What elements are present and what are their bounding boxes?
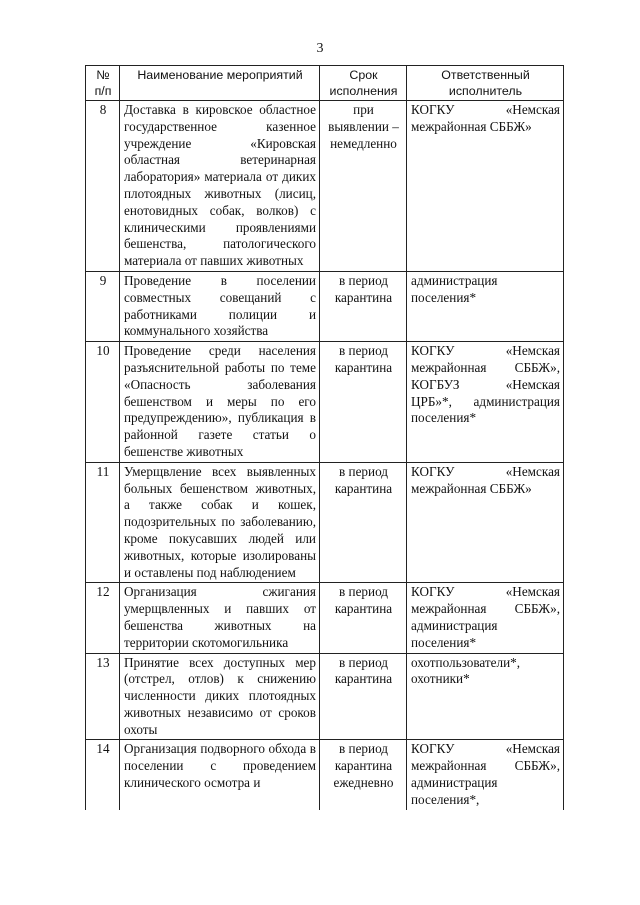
deadline: в период карантина	[320, 653, 407, 740]
row-number: 10	[86, 342, 120, 463]
measure-name: Принятие всех доступных мер (отстрел, отлов) к снижению численности диких плотоядных животных независимо от сроков охоты	[120, 653, 320, 740]
table-row	[86, 740, 564, 810]
deadline: в период карантина	[320, 583, 407, 653]
row-number: 9	[86, 271, 120, 341]
table-header-row	[86, 66, 564, 101]
responsible-executor: КОГКУ «Немская межрайонная СББЖ», администрация поселения*,	[407, 740, 564, 810]
row-number: 13	[86, 653, 120, 740]
page-number: 3	[316, 41, 324, 56]
measure-name: Проведение среди населения разъяснительной работы по теме «Опасность заболевания бешенством и меры по его предупреждению», публикация в районной газете статьи о бешенстве животных	[120, 342, 320, 463]
header-measure-name: Наименование мероприятий	[120, 66, 320, 101]
responsible-executor: КОГКУ «Немская межрайонная СББЖ»	[407, 101, 564, 272]
header-deadline: Срок исполнения	[320, 66, 407, 101]
measure-name: Проведение в поселении совместных совещаний с работниками полиции и коммунального хозяйства	[120, 271, 320, 341]
responsible-executor: охотпользователи*, охотники*	[407, 653, 564, 740]
measure-name: Умерщвление всех выявленных больных бешенством животных, а также собак и кошек, подозрительных по заболеванию, кроме покусавших людей или животных, которые изолированы и оставлены под наблюдением	[120, 462, 320, 583]
measure-name: Организация подворного обхода в поселении с проведением клинического осмотра и	[120, 740, 320, 810]
table-row	[86, 462, 564, 583]
responsible-executor: КОГКУ «Немская межрайонная СББЖ», администрация поселения*	[407, 583, 564, 653]
table-row	[86, 583, 564, 653]
table-row	[86, 271, 564, 341]
row-number: 12	[86, 583, 120, 653]
deadline: в период карантина	[320, 271, 407, 341]
header-responsible: Ответственный исполнитель	[407, 66, 564, 101]
measure-name: Доставка в кировское областное государственное казенное учреждение «Кировская областная ветеринарная лаборатория» материала от диких плотоядных животных (лисиц, енотовидных собак, волков) с клиническими проявлениями бешенства, патологического материала от павших животных	[120, 101, 320, 272]
responsible-executor: КОГКУ «Немская межрайонная СББЖ», КОГБУЗ «Немская ЦРБ»*, администрация поселения*	[407, 342, 564, 463]
measure-name: Организация сжигания умерщвленных и павших от бешенства животных на территории скотомогильника	[120, 583, 320, 653]
row-number: 14	[86, 740, 120, 810]
row-number: 11	[86, 462, 120, 583]
deadline: при выявлении – немедленно	[320, 101, 407, 272]
responsible-executor: администрация поселения*	[407, 271, 564, 341]
deadline: в период карантина	[320, 462, 407, 583]
table-row	[86, 653, 564, 740]
deadline: в период карантина	[320, 342, 407, 463]
table-row	[86, 342, 564, 463]
measures-table	[85, 65, 564, 810]
table-row	[86, 101, 564, 272]
deadline: в период карантина ежедневно	[320, 740, 407, 810]
responsible-executor: КОГКУ «Немская межрайонная СББЖ»	[407, 462, 564, 583]
header-number: № п/п	[86, 66, 120, 101]
row-number: 8	[86, 101, 120, 272]
